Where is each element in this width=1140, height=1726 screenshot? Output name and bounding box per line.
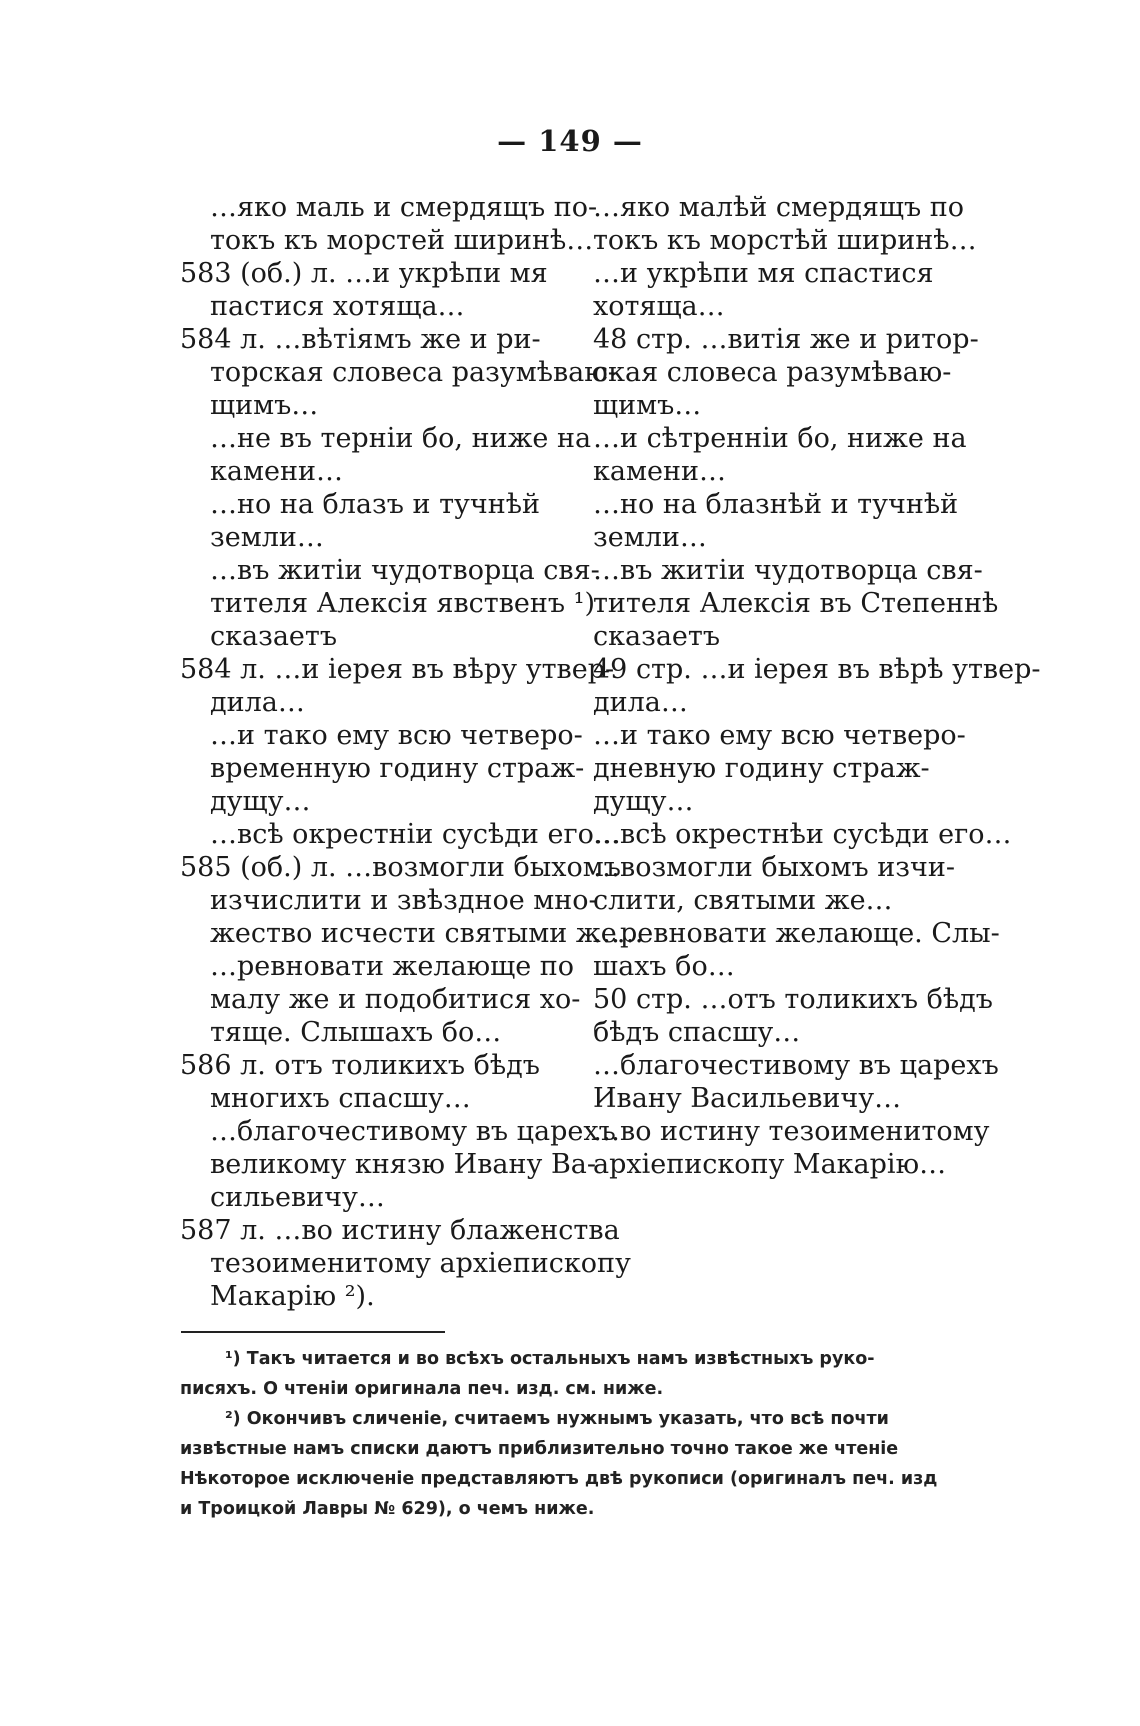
text-line: тяще. Слышахъ бо…: [210, 1017, 502, 1048]
text-entry: [593, 653, 1041, 719]
text-line: ская словеса разумѣваю-: [593, 357, 952, 388]
text-line: …всѣ окрестніи сусѣди его…: [210, 819, 621, 850]
text-line: 48 стр. …витія же и ритор-: [593, 324, 979, 355]
text-line: …ревновати желающе. Слы-: [593, 918, 1000, 949]
text-line: многихъ спасшу…: [210, 1083, 471, 1114]
text-line: изчислити и звѣздное мно-: [210, 885, 598, 916]
text-line: шахъ бо…: [593, 951, 735, 982]
text-entry: [593, 917, 1000, 983]
text-entry: [593, 983, 993, 1049]
text-line: великому князю Ивану Ва-: [210, 1149, 597, 1180]
text-line: токъ къ морстѣй ширинѣ…: [593, 225, 977, 256]
text-line: …въ житіи чудотворца свя-: [593, 555, 983, 586]
text-line: …не въ терніи бо, ниже на: [210, 423, 592, 454]
footnote-line: и Троицкой Лавры № 629), о чемъ ниже.: [180, 1499, 595, 1519]
text-line: пастися хотяща…: [210, 291, 465, 322]
text-line: тезоименитому архіепископу: [210, 1248, 631, 1279]
text-line: малу же и подобитися хо-: [210, 984, 581, 1015]
text-entry: [180, 653, 615, 719]
text-line: …благочестивому въ царехъ: [210, 1116, 616, 1147]
text-entry: [593, 191, 977, 257]
text-entry: [180, 1049, 580, 1115]
text-line: …яко малѣй смердящъ по: [593, 192, 965, 223]
text-line: 50 стр. …отъ толикихъ бѣдъ: [593, 984, 993, 1015]
text-entry: [180, 950, 580, 1049]
text-line: сильевичу…: [210, 1182, 385, 1213]
text-entry: [593, 257, 973, 323]
text-line: …яко маль и смердящъ по-: [210, 192, 598, 223]
text-entry: [593, 488, 973, 554]
footnote-line: писяхъ. О чтеніи оригинала печ. изд. см. ниже.: [180, 1379, 664, 1399]
text-line: жество исчести святыми же…: [210, 918, 644, 949]
text-entry: [593, 719, 973, 818]
text-entry: [180, 257, 580, 323]
text-entry: [180, 1214, 631, 1313]
text-line: 586 л. отъ толикихъ бѣдъ: [180, 1050, 540, 1081]
text-line: 584 л. …и іерея въ вѣру утвер-: [180, 654, 615, 685]
text-entry: [593, 818, 1012, 851]
text-entry: [180, 719, 585, 818]
text-line: 583 (об.) л. …и укрѣпи мя: [180, 258, 548, 289]
text-entry: [180, 818, 621, 851]
footnote-divider: [181, 1331, 445, 1333]
text-line: тителя Алексія въ Степеннѣ: [593, 588, 999, 619]
text-entry: [593, 1049, 999, 1115]
text-line: …и тако ему всю четверо-: [210, 720, 583, 751]
text-entry: [180, 422, 592, 488]
text-line: сказаетъ: [210, 621, 338, 652]
text-line: дущу…: [593, 786, 694, 817]
text-entry: [593, 323, 979, 422]
text-line: дила…: [593, 687, 688, 718]
footnote-line: ²) Окончивъ сличеніе, считаемъ нужнымъ указать, что всѣ почти: [225, 1409, 889, 1429]
text-line: торская словеса разумѣваю-: [210, 357, 617, 388]
text-line: архіепископу Макарію…: [593, 1149, 947, 1180]
text-line: земли…: [210, 522, 324, 553]
text-line: хотяща…: [593, 291, 725, 322]
text-line: 585 (об.) л. …возмогли быхомъ: [180, 852, 621, 883]
text-line: 49 стр. …и іерея въ вѣрѣ утвер-: [593, 654, 1041, 685]
text-line: сказаетъ: [593, 621, 721, 652]
left-column: [180, 191, 644, 1313]
text-entry: [593, 1115, 990, 1181]
footnote-line: ¹) Такъ читается и во всѣхъ остальныхъ намъ извѣстныхъ руко-: [225, 1349, 875, 1369]
text-line: Ивану Васильевичу…: [593, 1083, 902, 1114]
text-line: земли…: [593, 522, 707, 553]
text-line: …благочестивому въ царехъ: [593, 1050, 999, 1081]
text-line: …и сѣтренніи бо, ниже на: [593, 423, 967, 454]
footnote-line: Нѣкоторое исключеніе представляютъ двѣ рукописи (оригиналъ печ. изд: [180, 1469, 938, 1489]
text-entry: [593, 422, 973, 488]
text-line: тителя Алексія явственъ ¹): [210, 588, 596, 619]
text-entry: [180, 323, 617, 422]
text-line: слити, святыми же…: [593, 885, 893, 916]
text-line: 584 л. …вѣтіямъ же и ри-: [180, 324, 541, 355]
text-line: …въ житіи чудотворца свя-: [210, 555, 600, 586]
text-entry: [180, 191, 598, 257]
text-line: …возмогли быхомъ изчи-: [593, 852, 955, 883]
text-line: камени…: [593, 456, 726, 487]
text-line: бѣдъ спасшу…: [593, 1017, 801, 1048]
page-number: — 149 —: [497, 124, 643, 158]
text-line: …и тако ему всю четверо-: [593, 720, 966, 751]
right-column: [593, 191, 1041, 1181]
text-line: Макарію ²).: [210, 1281, 375, 1312]
text-entry: [180, 554, 600, 653]
text-line: временную годину страж-: [210, 753, 585, 784]
text-line: щимъ…: [593, 390, 702, 421]
text-line: щимъ…: [210, 390, 319, 421]
text-line: …ревновати желающе по: [210, 951, 575, 982]
text-entry: [180, 851, 644, 950]
text-line: дила…: [210, 687, 305, 718]
text-line: …всѣ окрестнѣи сусѣди его…: [593, 819, 1012, 850]
text-line: камени…: [210, 456, 343, 487]
text-line: …во истину тезоименитому: [593, 1116, 990, 1147]
text-line: …но на блазъ и тучнѣй: [210, 489, 541, 520]
text-entry: [180, 488, 580, 554]
text-line: дущу…: [210, 786, 311, 817]
text-line: 587 л. …во истину блаженства: [180, 1215, 620, 1246]
text-entry: [593, 851, 973, 917]
text-line: …и укрѣпи мя спастися: [593, 258, 934, 289]
text-line: дневную годину страж-: [593, 753, 930, 784]
text-entry: [593, 554, 999, 653]
footnote-line: извѣстные намъ списки даютъ приблизительно точно такое же чтеніе: [180, 1439, 899, 1459]
text-entry: [180, 1115, 616, 1214]
text-line: токъ къ морстей ширинѣ…: [210, 225, 594, 256]
text-line: …но на блазнѣй и тучнѣй: [593, 489, 959, 520]
footnotes: [180, 1344, 980, 1524]
